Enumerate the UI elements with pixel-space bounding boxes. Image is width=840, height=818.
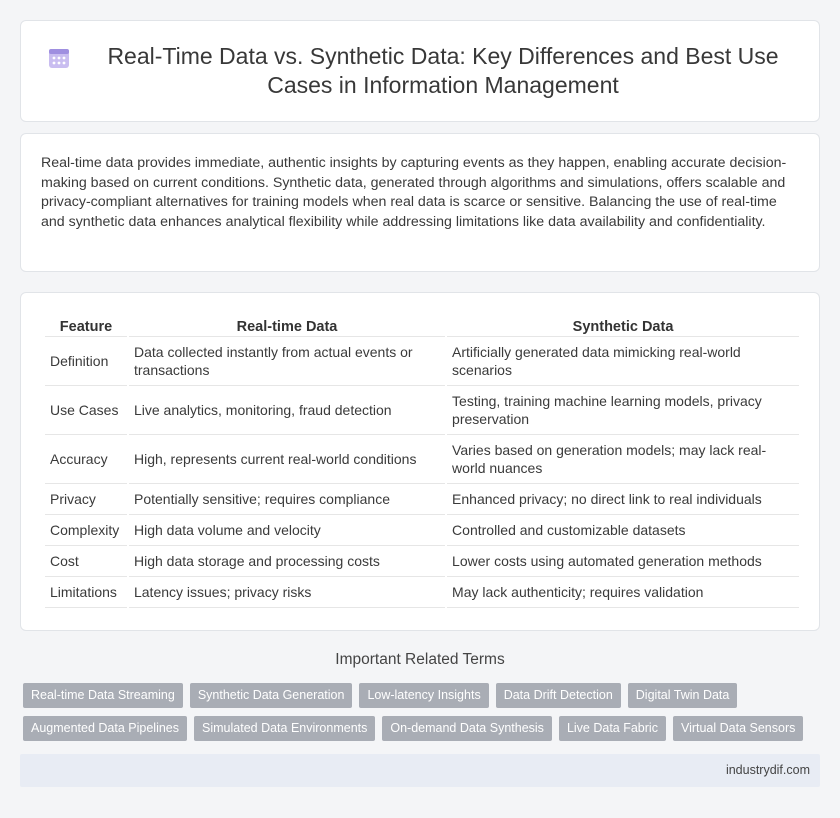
tag-row bbox=[23, 716, 823, 741]
table-row bbox=[45, 515, 799, 546]
real-time-cell: High data storage and processing costs bbox=[129, 546, 445, 577]
intro-text: Real-time data provides immediate, authentic insights by capturing events as they happen, enabling accurate decision-making based on current conditions. Synthetic data, generated through algorithms and simulations, offers scalable and privacy-compliant alternatives for training models when real data is scarce or sensitive. Balancing the use of real-time and synthetic data enhances analytical flexibility while addressing limitations like data availability and confidentiality. bbox=[41, 155, 787, 230]
real-time-cell: High, represents current real-world conditions bbox=[129, 435, 445, 484]
feature-cell: Cost bbox=[45, 546, 127, 577]
real-time-cell: Potentially sensitive; requires compliance bbox=[129, 484, 445, 515]
synthetic-cell: Artificially generated data mimicking real-world scenarios bbox=[447, 337, 799, 386]
related-term-tag[interactable]: Data Drift Detection bbox=[496, 683, 621, 708]
table-row bbox=[45, 546, 799, 577]
table-row bbox=[45, 386, 799, 435]
title-card bbox=[20, 20, 820, 122]
comparison-table bbox=[43, 313, 801, 608]
real-time-cell: Latency issues; privacy risks bbox=[129, 577, 445, 608]
related-term-tag[interactable]: Low-latency Insights bbox=[359, 683, 488, 708]
intro-card bbox=[20, 133, 820, 272]
related-terms-tags bbox=[23, 683, 823, 749]
feature-cell: Accuracy bbox=[45, 435, 127, 484]
related-term-tag[interactable]: Simulated Data Environments bbox=[194, 716, 375, 741]
footer bbox=[20, 754, 820, 787]
related-term-tag[interactable]: Real-time Data Streaming bbox=[23, 683, 183, 708]
feature-cell: Privacy bbox=[45, 484, 127, 515]
related-term-tag[interactable]: On-demand Data Synthesis bbox=[382, 716, 552, 741]
feature-cell: Use Cases bbox=[45, 386, 127, 435]
synthetic-cell: Testing, training machine learning models, privacy preservation bbox=[447, 386, 799, 435]
title-wrap bbox=[47, 42, 793, 100]
comparison-table-card bbox=[20, 292, 820, 631]
calendar-icon bbox=[47, 46, 71, 70]
real-time-cell: Live analytics, monitoring, fraud detection bbox=[129, 386, 445, 435]
related-term-tag[interactable]: Digital Twin Data bbox=[628, 683, 738, 708]
page-title: Real-Time Data vs. Synthetic Data: Key Differences and Best Use Cases in Information Management bbox=[107, 43, 779, 98]
synthetic-cell: May lack authenticity; requires validation bbox=[447, 577, 799, 608]
header-real-time: Real-time Data bbox=[129, 313, 445, 337]
related-term-tag[interactable]: Virtual Data Sensors bbox=[673, 716, 803, 741]
feature-cell: Definition bbox=[45, 337, 127, 386]
real-time-cell: Data collected instantly from actual events or transactions bbox=[129, 337, 445, 386]
table-row bbox=[45, 337, 799, 386]
synthetic-cell: Lower costs using automated generation methods bbox=[447, 546, 799, 577]
related-terms-title: Important Related Terms bbox=[335, 651, 505, 668]
table-row bbox=[45, 484, 799, 515]
real-time-cell: High data volume and velocity bbox=[129, 515, 445, 546]
related-term-tag[interactable]: Synthetic Data Generation bbox=[190, 683, 353, 708]
feature-cell: Limitations bbox=[45, 577, 127, 608]
related-term-tag[interactable]: Augmented Data Pipelines bbox=[23, 716, 187, 741]
tag-row bbox=[23, 683, 823, 708]
synthetic-cell: Varies based on generation models; may lack real-world nuances bbox=[447, 435, 799, 484]
synthetic-cell: Enhanced privacy; no direct link to real individuals bbox=[447, 484, 799, 515]
header-feature: Feature bbox=[45, 313, 127, 337]
header-synthetic: Synthetic Data bbox=[447, 313, 799, 337]
feature-cell: Complexity bbox=[45, 515, 127, 546]
table-row bbox=[45, 435, 799, 484]
footer-site-link[interactable]: industrydif.com bbox=[725, 763, 810, 777]
table-row bbox=[45, 577, 799, 608]
synthetic-cell: Controlled and customizable datasets bbox=[447, 515, 799, 546]
table-header-row bbox=[45, 313, 799, 337]
related-term-tag[interactable]: Live Data Fabric bbox=[559, 716, 666, 741]
